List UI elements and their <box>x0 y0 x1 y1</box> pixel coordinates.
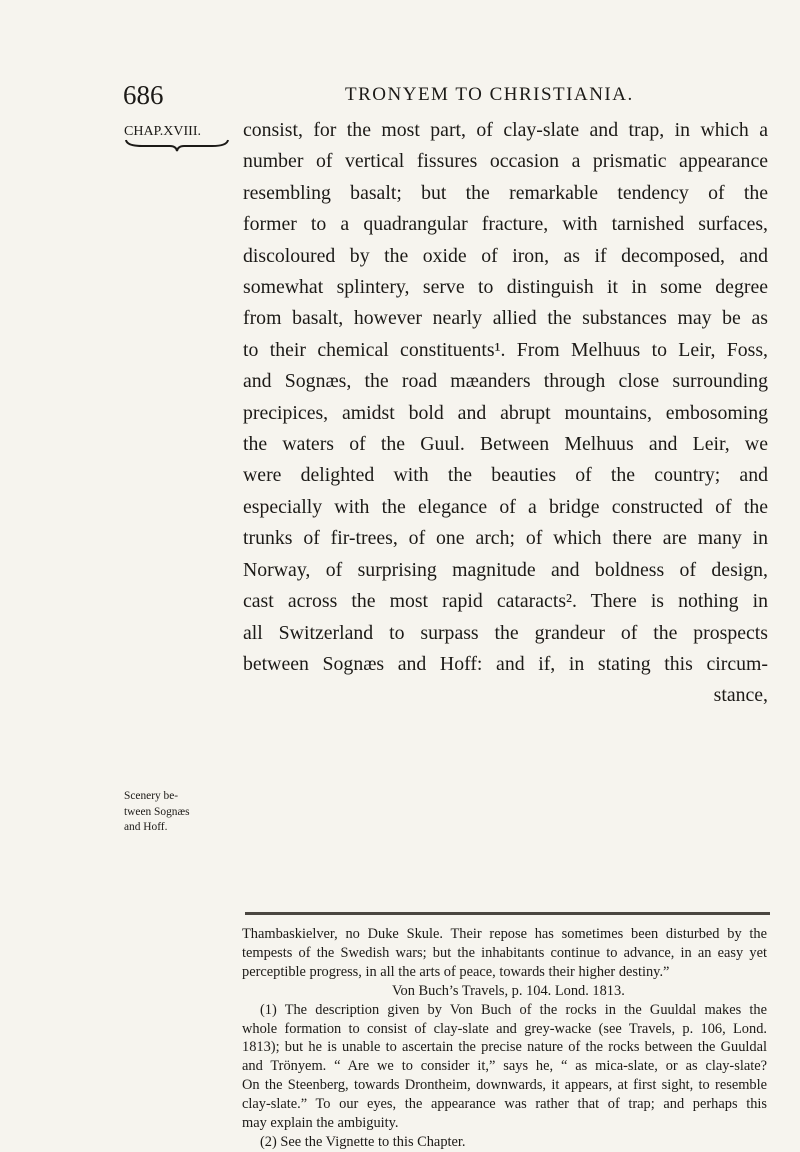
footnote-divider <box>245 912 770 915</box>
text-line: especially with the elegance of a bridge constructed of the <box>243 495 768 518</box>
footnote-citation: Von Buch’s Travels, p. 104. Lond. 1813. <box>392 982 625 999</box>
text-line: former to a quadrangular fracture, with tarnished surfaces, <box>243 213 768 236</box>
text-line: between Sognæs and Hoff: and if, in stating this circum- <box>243 652 768 675</box>
running-head: TRONYEM TO CHRISTIANIA. <box>345 84 634 105</box>
text-line: from basalt, however nearly allied the substances may be as <box>243 307 768 330</box>
sidenote-line: Scenery be- <box>124 790 179 802</box>
footnote-line: 1813); but he is unable to ascertain the precise nature of the rocks between the Guuldal <box>242 1039 767 1056</box>
text-line: the waters of the Guul. Between Melhuus and Leir, we <box>243 433 768 456</box>
text-line: consist, for the most part, of clay-slate and trap, in which a <box>243 119 768 141</box>
footnote-line: and Trönyem. “ Are we to consider it,” says he, “ as mica-slate, or as clay-slate? <box>242 1058 767 1075</box>
text-line-catchword: stance, <box>713 684 768 707</box>
footnotes <box>242 925 767 1152</box>
text-line: and Sognæs, the road mæanders through close surrounding <box>243 370 768 393</box>
footnote-line: whole formation to consist of clay-slate and grey-wacke (see Travels, p. 106, Lond. <box>242 1020 767 1037</box>
footnote-line: (1) The description given by Von Buch of the rocks in the Guuldal makes the <box>260 1001 767 1018</box>
chapter-brace-icon <box>124 137 230 153</box>
text-line: precipices, amidst bold and abrupt mountains, embosoming <box>243 401 768 424</box>
text-line: were delighted with the beauties of the country; and <box>243 464 768 487</box>
sidenote-line: tween Sognæs <box>124 805 190 818</box>
footnote-line: On the Steenberg, towards Drontheim, downwards, it appears, at first sight, to resemble <box>242 1077 767 1094</box>
main-text <box>243 115 768 712</box>
text-line: cast across the most rapid cataracts². There is nothing in <box>243 590 768 613</box>
margin-sidenote <box>124 789 236 836</box>
chapter-label: CHAP.XVIII. <box>124 124 201 139</box>
text-line: somewhat splintery, serve to distinguish it in some degree <box>243 276 768 299</box>
text-line: discoloured by the oxide of iron, as if decomposed, and <box>243 244 768 267</box>
footnote-line: may explain the ambiguity. <box>242 1115 399 1132</box>
footnote-line: perceptible progress, in all the arts of peace, towards their higher destiny.” <box>242 963 670 980</box>
text-line: all Switzerland to surpass the grandeur of the prospects <box>243 621 768 644</box>
text-line: number of vertical fissures occasion a prismatic appearance <box>243 150 768 173</box>
footnote-line: Thambaskielver, no Duke Skule. Their repose has sometimes been disturbed by the <box>242 926 767 942</box>
page-number: 686 <box>123 80 164 110</box>
text-line: resembling basalt; but the remarkable tendency of the <box>243 181 768 204</box>
text-line: to their chemical constituents¹. From Melhuus to Leir, Foss, <box>243 338 768 361</box>
text-line: trunks of fir-trees, of one arch; of which there are many in <box>243 527 768 550</box>
footnote-line: tempests of the Swedish wars; but the inhabitants continue to advance, in an easy yet <box>242 944 767 961</box>
sidenote-line: and Hoff. <box>124 821 168 834</box>
text-line: Norway, of surprising magnitude and boldness of design, <box>243 558 768 581</box>
footnote-line: clay-slate.” To our eyes, the appearance was rather that of trap; and perhaps this <box>242 1096 767 1113</box>
footnote-line: (2) See the Vignette to this Chapter. <box>260 1133 466 1150</box>
